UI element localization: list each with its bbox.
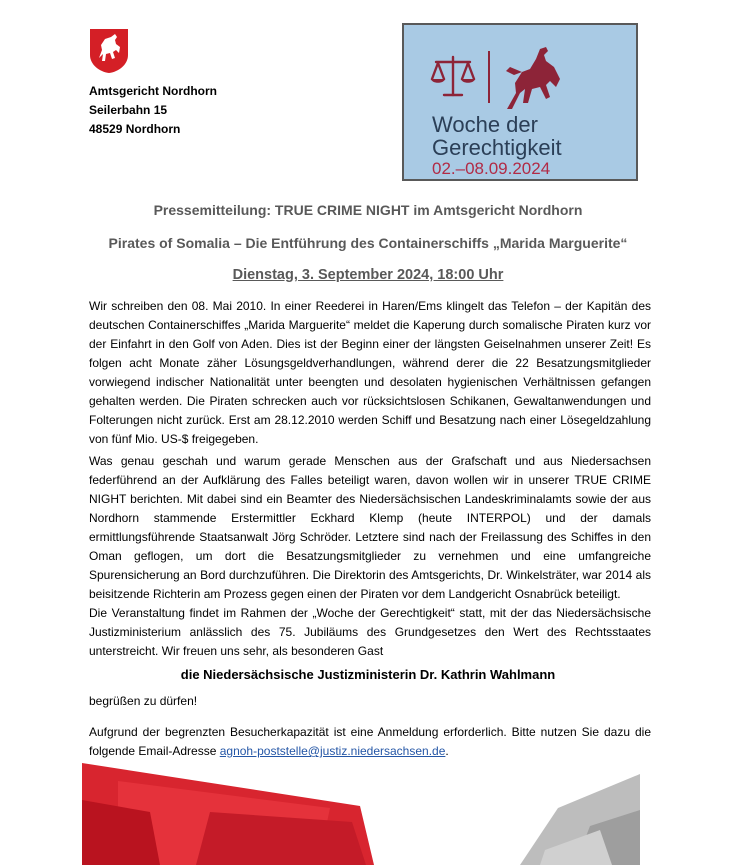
- registration-text: Aufgrund der begrenzten Besucherkapazität ist eine Anmeldung erforderlich. Bitte nutzen Sie dazu die folgende Email-Adresse: [89, 725, 651, 758]
- address-line-street: Seilerbahn 15: [89, 103, 168, 117]
- lower-saxony-horse-crest-icon: [89, 28, 129, 74]
- address-line-name: Amtsgericht Nordhorn: [89, 84, 218, 98]
- banner-divider: [488, 51, 490, 103]
- court-address: [89, 82, 217, 139]
- event-date: Dienstag, 3. September 2024, 18:00 Uhr: [232, 267, 504, 283]
- registration-end: .: [445, 744, 449, 758]
- body-paragraph-2: Was genau geschah und warum gerade Menschen aus der Grafschaft und aus Niedersachsen federführend an der Aufklärung des Falles beteiligt waren, davon wollen wir in unserer TRUE CRIME NIGHT berichten. Mit dabei sind ein Beamter des Niedersächsischen Landeskriminalamts sowie der aus Nordhorn stammende Erstermittler Eckhard Klemp (heute INTERPOL) und der damals ermittlungsführende Staatsanwalt Jörg Schröder. Letztere sind nach der Freilassung des Schiffes in den Oman geflogen, um dort die Besatzungsmitglieder zu vernehmen und eine umfangreiche Spurensicherung an Bord durchzuführen. Die Direktorin des Amtsgerichts, Dr. Winkelsträter, war 2014 als beisitzende Richterin am Prozess gegen einen der Piraten vor dem Landgericht Osnabrück beteiligt.: [89, 454, 651, 601]
- registration-paragraph: [89, 723, 651, 761]
- body-paragraph-4: begrüßen zu dürfen!: [89, 694, 198, 708]
- body-paragraph-1: Wir schreiben den 08. Mai 2010. In einer Reederei in Haren/Ems klingelt das Telefon – der Kapitän des deutschen Containerschiffes „Marida Marguerite“ meldet die Kaperung durch somalische Piraten kurz vor der Einfahrt in den Golf von Aden. Dies ist der Beginn einer der längsten Geiselnahmen unserer Zeit! Es folgen acht Monate zäher Lösungsgeldverhandlungen, während derer die 22 Besatzungsmitglieder vorwiegend indischer Nationalität unter beengten und desolaten hygienischen Verhältnissen gefangen gehalten werden. Die Piraten schrecken auch vor rücksichtslosen Schikanen, Gewaltanwendungen und Folterungen nicht zurück. Erst am 28.12.2010 werden Schiff und Besatzung nach einer Lösegeldzahlung von fünf Mio. US-$ freigegeben.: [89, 299, 651, 446]
- rearing-horse-icon: [502, 45, 566, 111]
- banner-title-line2: Gerechtigkeit: [432, 135, 562, 160]
- address-line-city: 48529 Nordhorn: [89, 122, 181, 136]
- special-guest: die Niedersächsische Justizministerin Dr. Kathrin Wahlmann: [180, 667, 556, 682]
- scales-of-justice-icon: [430, 53, 476, 99]
- body-paragraph-3: Die Veranstaltung findet im Rahmen der „Woche der Gerechtigkeit“ statt, mit der das Niedersächsische Justizministerium anlässlich des 75. Jubiläums des Grundgesetzes den Wert des Rechtsstaates unterstreicht. Wir freuen uns sehr, als besonderen Gast: [89, 606, 651, 658]
- woche-der-gerechtigkeit-banner: [402, 23, 638, 181]
- press-release-subtitle: Pirates of Somalia – Die Entführung des Containerschiffs „Marida Marguerite“: [108, 235, 628, 251]
- press-release-title: Pressemitteilung: TRUE CRIME NIGHT im Amtsgericht Nordhorn: [153, 202, 583, 218]
- banner-title-line1: Woche der: [432, 112, 538, 137]
- registration-email-link[interactable]: agnoh-poststelle@justiz.niedersachsen.de: [219, 744, 446, 758]
- banner-dates: 02.–08.09.2024: [432, 159, 551, 178]
